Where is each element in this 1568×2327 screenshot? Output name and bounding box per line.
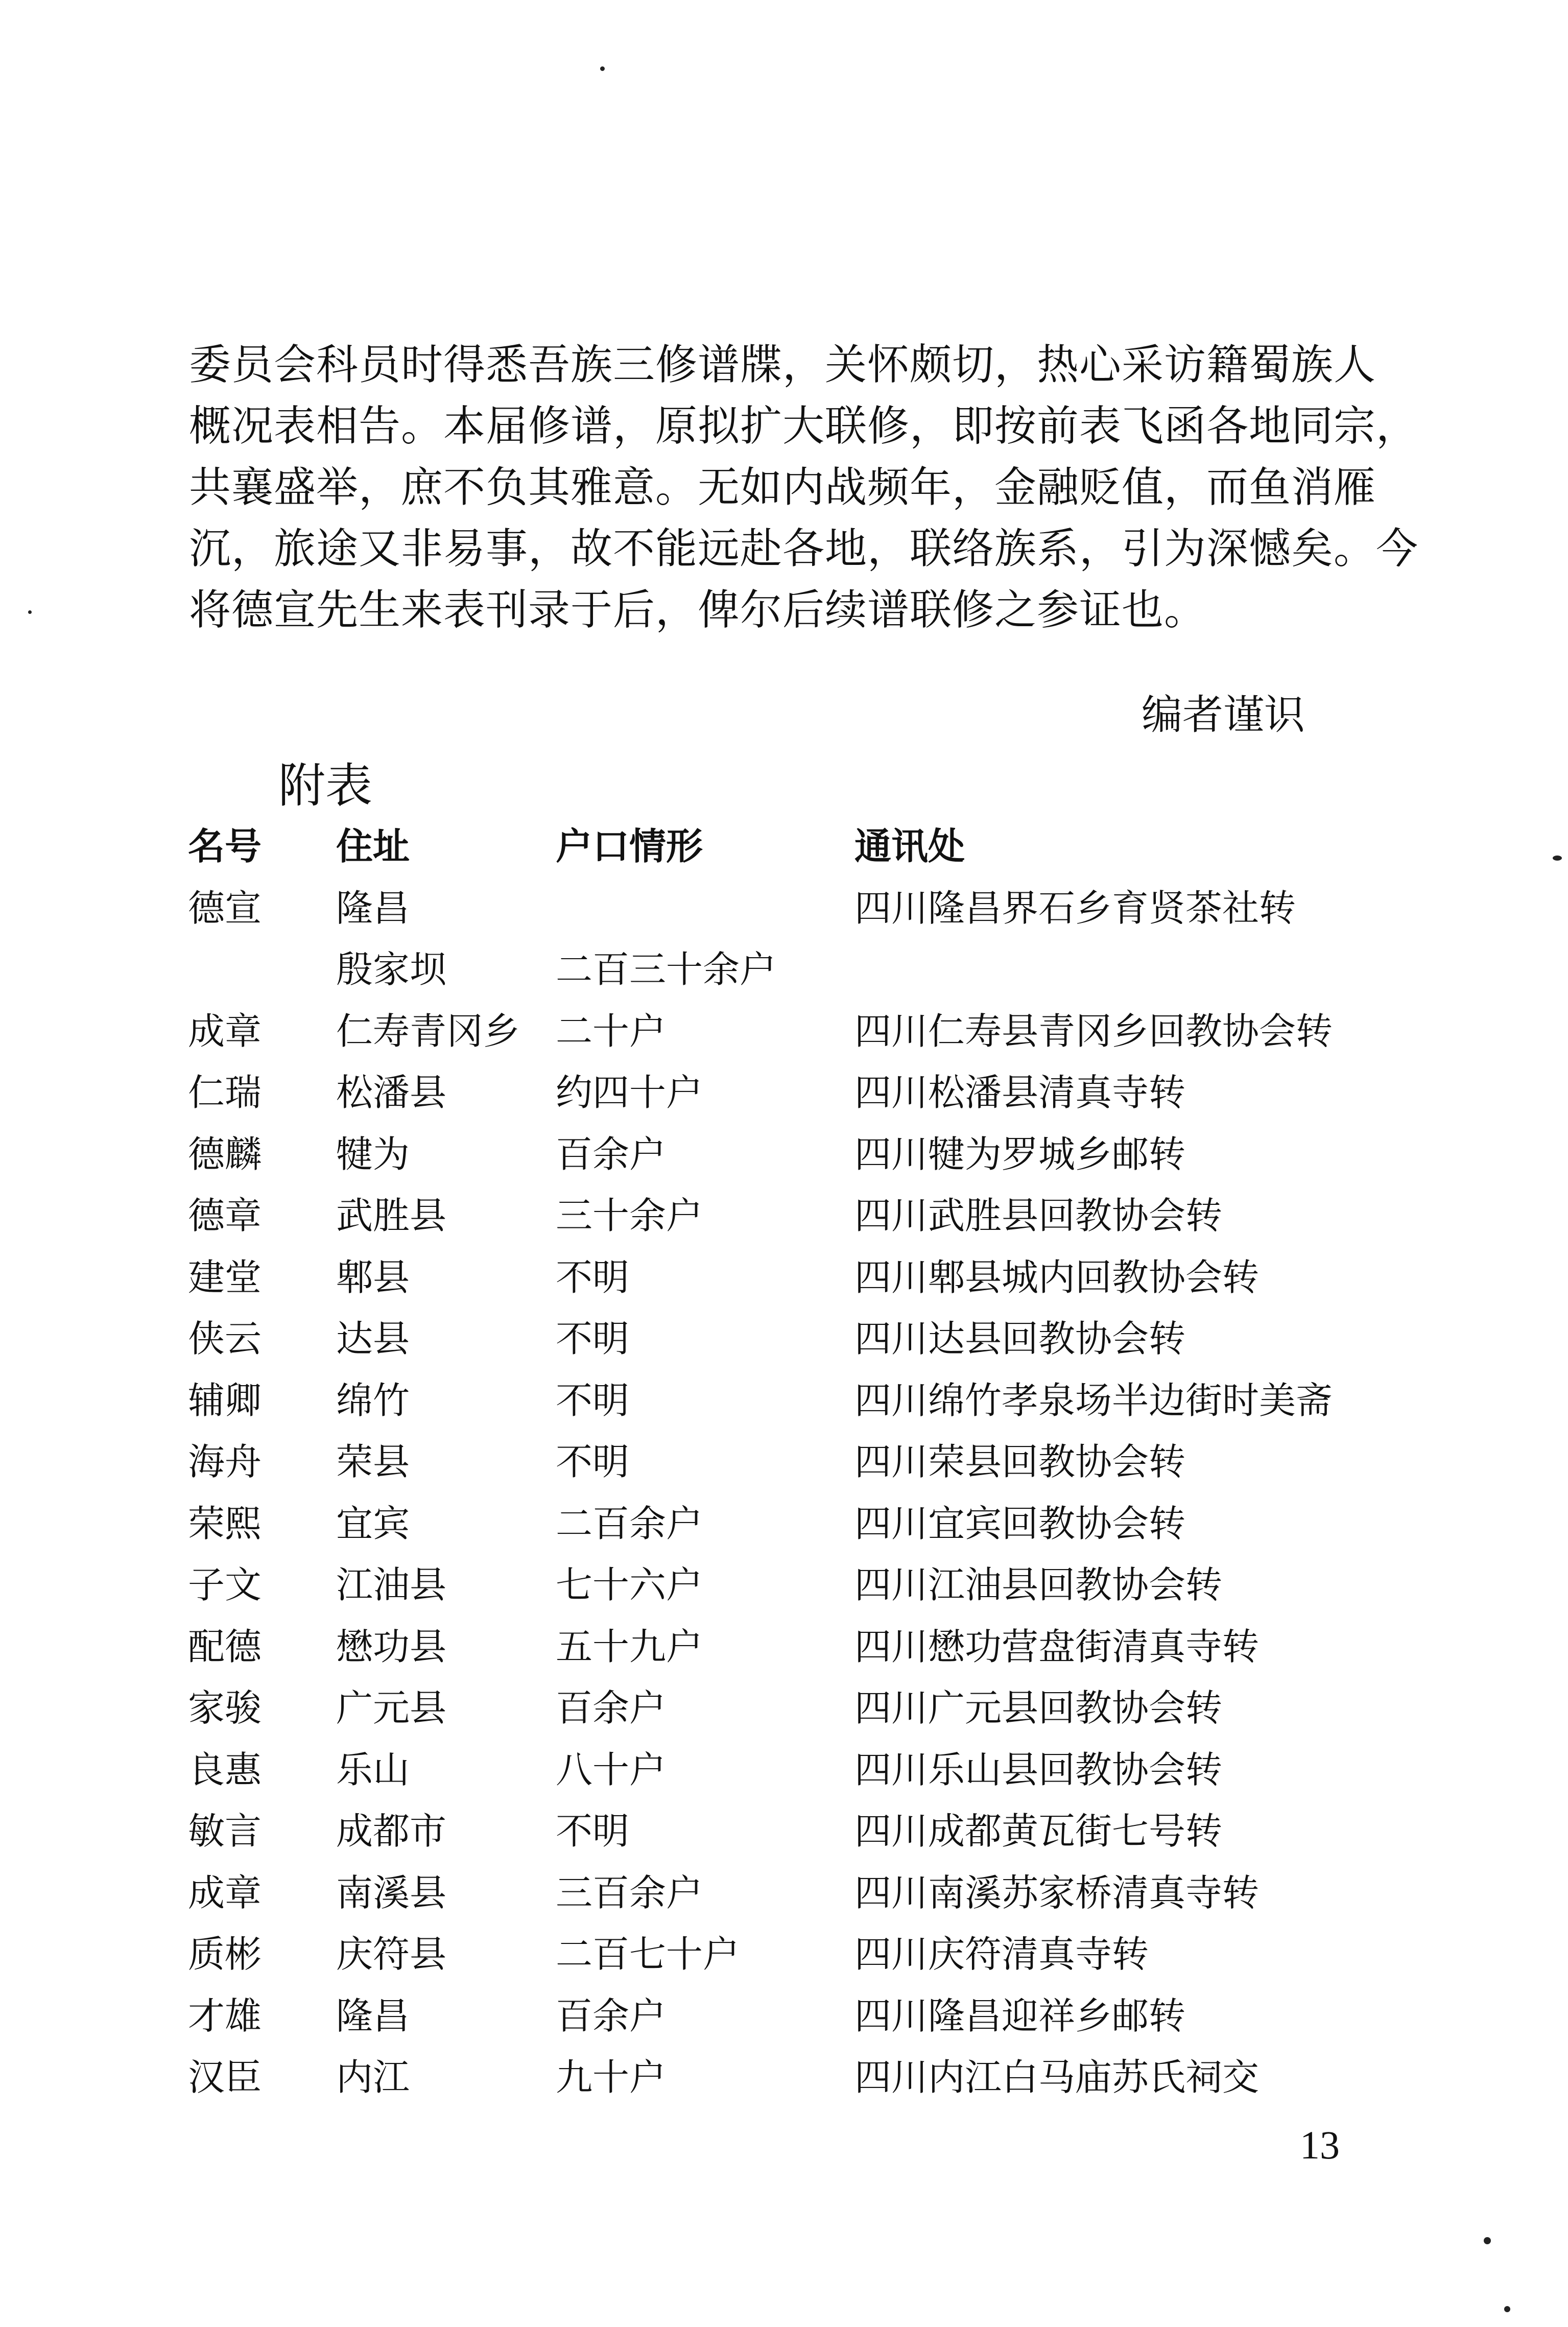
table-row	[188, 885, 1414, 947]
cell-households: 八十户	[556, 1748, 667, 1791]
cell-contact: 四川懋功营盘街清真寺转	[854, 1625, 1260, 1668]
table-row	[188, 1870, 1414, 1932]
cell-address: 郫县	[336, 1255, 410, 1299]
cell-contact: 四川南溪苏家桥清真寺转	[854, 1871, 1260, 1914]
cell-contact: 四川内江白马庙苏氏祠交	[854, 2056, 1260, 2099]
paragraph-line: 将德宣先生来表刊录于后，俾尔后续谱联修之参证也。	[189, 586, 1207, 634]
header-address: 住址	[336, 825, 410, 868]
cell-name: 质彬	[188, 1933, 262, 1976]
table-row	[188, 1993, 1414, 2055]
cell-households: 二十户	[556, 1009, 667, 1053]
cell-name: 成章	[188, 1009, 262, 1053]
table-body	[188, 885, 1414, 2116]
cell-address: 懋功县	[336, 1625, 447, 1668]
cell-address: 成都市	[336, 1810, 447, 1853]
cell-name: 建堂	[188, 1255, 262, 1299]
cell-households: 五十九户	[556, 1625, 703, 1668]
cell-address: 广元县	[336, 1687, 447, 1729]
cell-address: 乐山	[336, 1748, 410, 1791]
table-row	[188, 1931, 1414, 1993]
table-row	[188, 1316, 1414, 1378]
header-name: 名号	[188, 825, 262, 868]
table-row	[188, 1747, 1414, 1809]
cell-households: 不明	[556, 1317, 630, 1360]
cell-households: 七十六户	[556, 1563, 703, 1606]
cell-address: 武胜县	[336, 1194, 447, 1237]
table-title: 附表	[278, 758, 373, 813]
cell-name: 海舟	[188, 1440, 262, 1483]
table-row	[188, 2054, 1414, 2116]
cell-contact: 四川隆昌界石乡育贤茶社转	[854, 886, 1296, 930]
paragraph-line: 委员会科员时得悉吾族三修谱牒，关怀颇切，热心采访籍蜀族人	[189, 341, 1376, 389]
cell-name: 敏言	[188, 1810, 262, 1853]
cell-households: 百余户	[556, 1687, 667, 1729]
cell-contact: 四川乐山县回教协会转	[854, 1748, 1223, 1791]
cell-address: 宜宾	[336, 1502, 410, 1545]
cell-contact: 四川郫县城内回教协会转	[854, 1255, 1260, 1299]
cell-address: 隆昌	[336, 886, 410, 930]
cell-name: 配德	[188, 1625, 262, 1668]
cell-households: 约四十户	[556, 1071, 703, 1114]
header-contact: 通讯处	[854, 825, 965, 868]
cell-households: 不明	[556, 1810, 630, 1853]
cell-contact: 四川仁寿县青冈乡回教协会转	[854, 1009, 1333, 1053]
cell-name: 汉臣	[188, 2056, 262, 2099]
appendix-table	[188, 823, 1414, 2116]
table-row	[188, 1808, 1414, 1870]
cell-households: 不明	[556, 1379, 630, 1422]
cell-contact: 四川荣县回教协会转	[854, 1440, 1186, 1483]
cell-households: 九十户	[556, 2056, 667, 2099]
cell-name: 辅卿	[188, 1379, 262, 1422]
cell-address: 达县	[336, 1317, 410, 1360]
cell-contact: 四川松潘县清真寺转	[854, 1071, 1186, 1114]
paragraph-line: 概况表相告。本届修谱，原拟扩大联修，即按前表飞函各地同宗，	[189, 402, 1419, 450]
cell-households: 不明	[556, 1440, 630, 1483]
cell-address: 殷家坝	[336, 948, 447, 991]
paragraph-line: 沉，旅途又非易事，故不能远赴各地，联络族系，引为深憾矣。今	[189, 525, 1419, 573]
table-row	[188, 1378, 1414, 1439]
table-row	[188, 1193, 1414, 1254]
table-header-row	[188, 823, 1414, 885]
scan-speck	[28, 610, 32, 614]
cell-name: 才雄	[188, 1994, 262, 2037]
cell-households: 二百七十户	[556, 1933, 740, 1976]
scan-speck	[1553, 856, 1562, 861]
table-row	[188, 946, 1414, 1008]
cell-name: 成章	[188, 1871, 262, 1914]
cell-address: 松潘县	[336, 1071, 447, 1114]
page-number: 13	[1300, 2123, 1340, 2167]
cell-name: 德麟	[188, 1132, 262, 1176]
table-row	[188, 1562, 1414, 1624]
cell-address: 隆昌	[336, 1994, 410, 2037]
cell-contact: 四川绵竹孝泉场半边街时美斋	[854, 1379, 1333, 1422]
table-row	[188, 1685, 1414, 1747]
table-row	[188, 1501, 1414, 1562]
table-row	[188, 1254, 1414, 1316]
table-row	[188, 1131, 1414, 1193]
scan-speck	[600, 66, 605, 71]
cell-name: 侠云	[188, 1317, 262, 1360]
cell-address: 绵竹	[336, 1379, 410, 1422]
cell-contact: 四川武胜县回教协会转	[854, 1194, 1223, 1237]
cell-address: 荣县	[336, 1440, 410, 1483]
table-row	[188, 1439, 1414, 1501]
scan-speck	[1504, 2306, 1510, 2312]
cell-households: 不明	[556, 1255, 630, 1299]
cell-name: 仁瑞	[188, 1071, 262, 1114]
table-row	[188, 1008, 1414, 1070]
cell-address: 内江	[336, 2056, 410, 2099]
cell-contact: 四川隆昌迎祥乡邮转	[854, 1994, 1186, 2037]
header-households: 户口情形	[556, 825, 703, 868]
cell-households: 二百余户	[556, 1502, 703, 1545]
scan-speck	[1484, 2237, 1491, 2244]
cell-contact: 四川江油县回教协会转	[854, 1563, 1223, 1606]
cell-name: 良惠	[188, 1748, 262, 1791]
cell-name: 德宣	[188, 886, 262, 930]
cell-households: 三十余户	[556, 1194, 703, 1237]
cell-name: 子文	[188, 1563, 262, 1606]
cell-name: 荣熙	[188, 1502, 262, 1545]
cell-address: 仁寿青冈乡	[336, 1009, 520, 1053]
cell-households: 百余户	[556, 1994, 667, 2037]
editor-signature: 编者谨识	[1142, 691, 1305, 739]
cell-address: 江油县	[336, 1563, 447, 1606]
intro-paragraph	[189, 335, 1419, 641]
cell-households: 三百余户	[556, 1871, 703, 1914]
cell-households: 百余户	[556, 1132, 667, 1176]
cell-contact: 四川广元县回教协会转	[854, 1687, 1223, 1729]
cell-contact: 四川成都黄瓦街七号转	[854, 1810, 1223, 1853]
cell-address: 庆符县	[336, 1933, 447, 1976]
cell-households: 二百三十余户	[556, 948, 777, 991]
table-row	[188, 1624, 1414, 1685]
table-row	[188, 1070, 1414, 1131]
cell-name: 家骏	[188, 1687, 262, 1729]
cell-name: 德章	[188, 1194, 262, 1237]
cell-contact: 四川宜宾回教协会转	[854, 1502, 1186, 1545]
cell-address: 犍为	[336, 1132, 410, 1176]
paragraph-line: 共襄盛举，庶不负其雅意。无如内战频年，金融贬值，而鱼消雁	[189, 463, 1376, 512]
cell-address: 南溪县	[336, 1871, 447, 1914]
cell-contact: 四川犍为罗城乡邮转	[854, 1132, 1186, 1176]
cell-contact: 四川达县回教协会转	[854, 1317, 1186, 1360]
cell-contact: 四川庆符清真寺转	[854, 1933, 1149, 1976]
